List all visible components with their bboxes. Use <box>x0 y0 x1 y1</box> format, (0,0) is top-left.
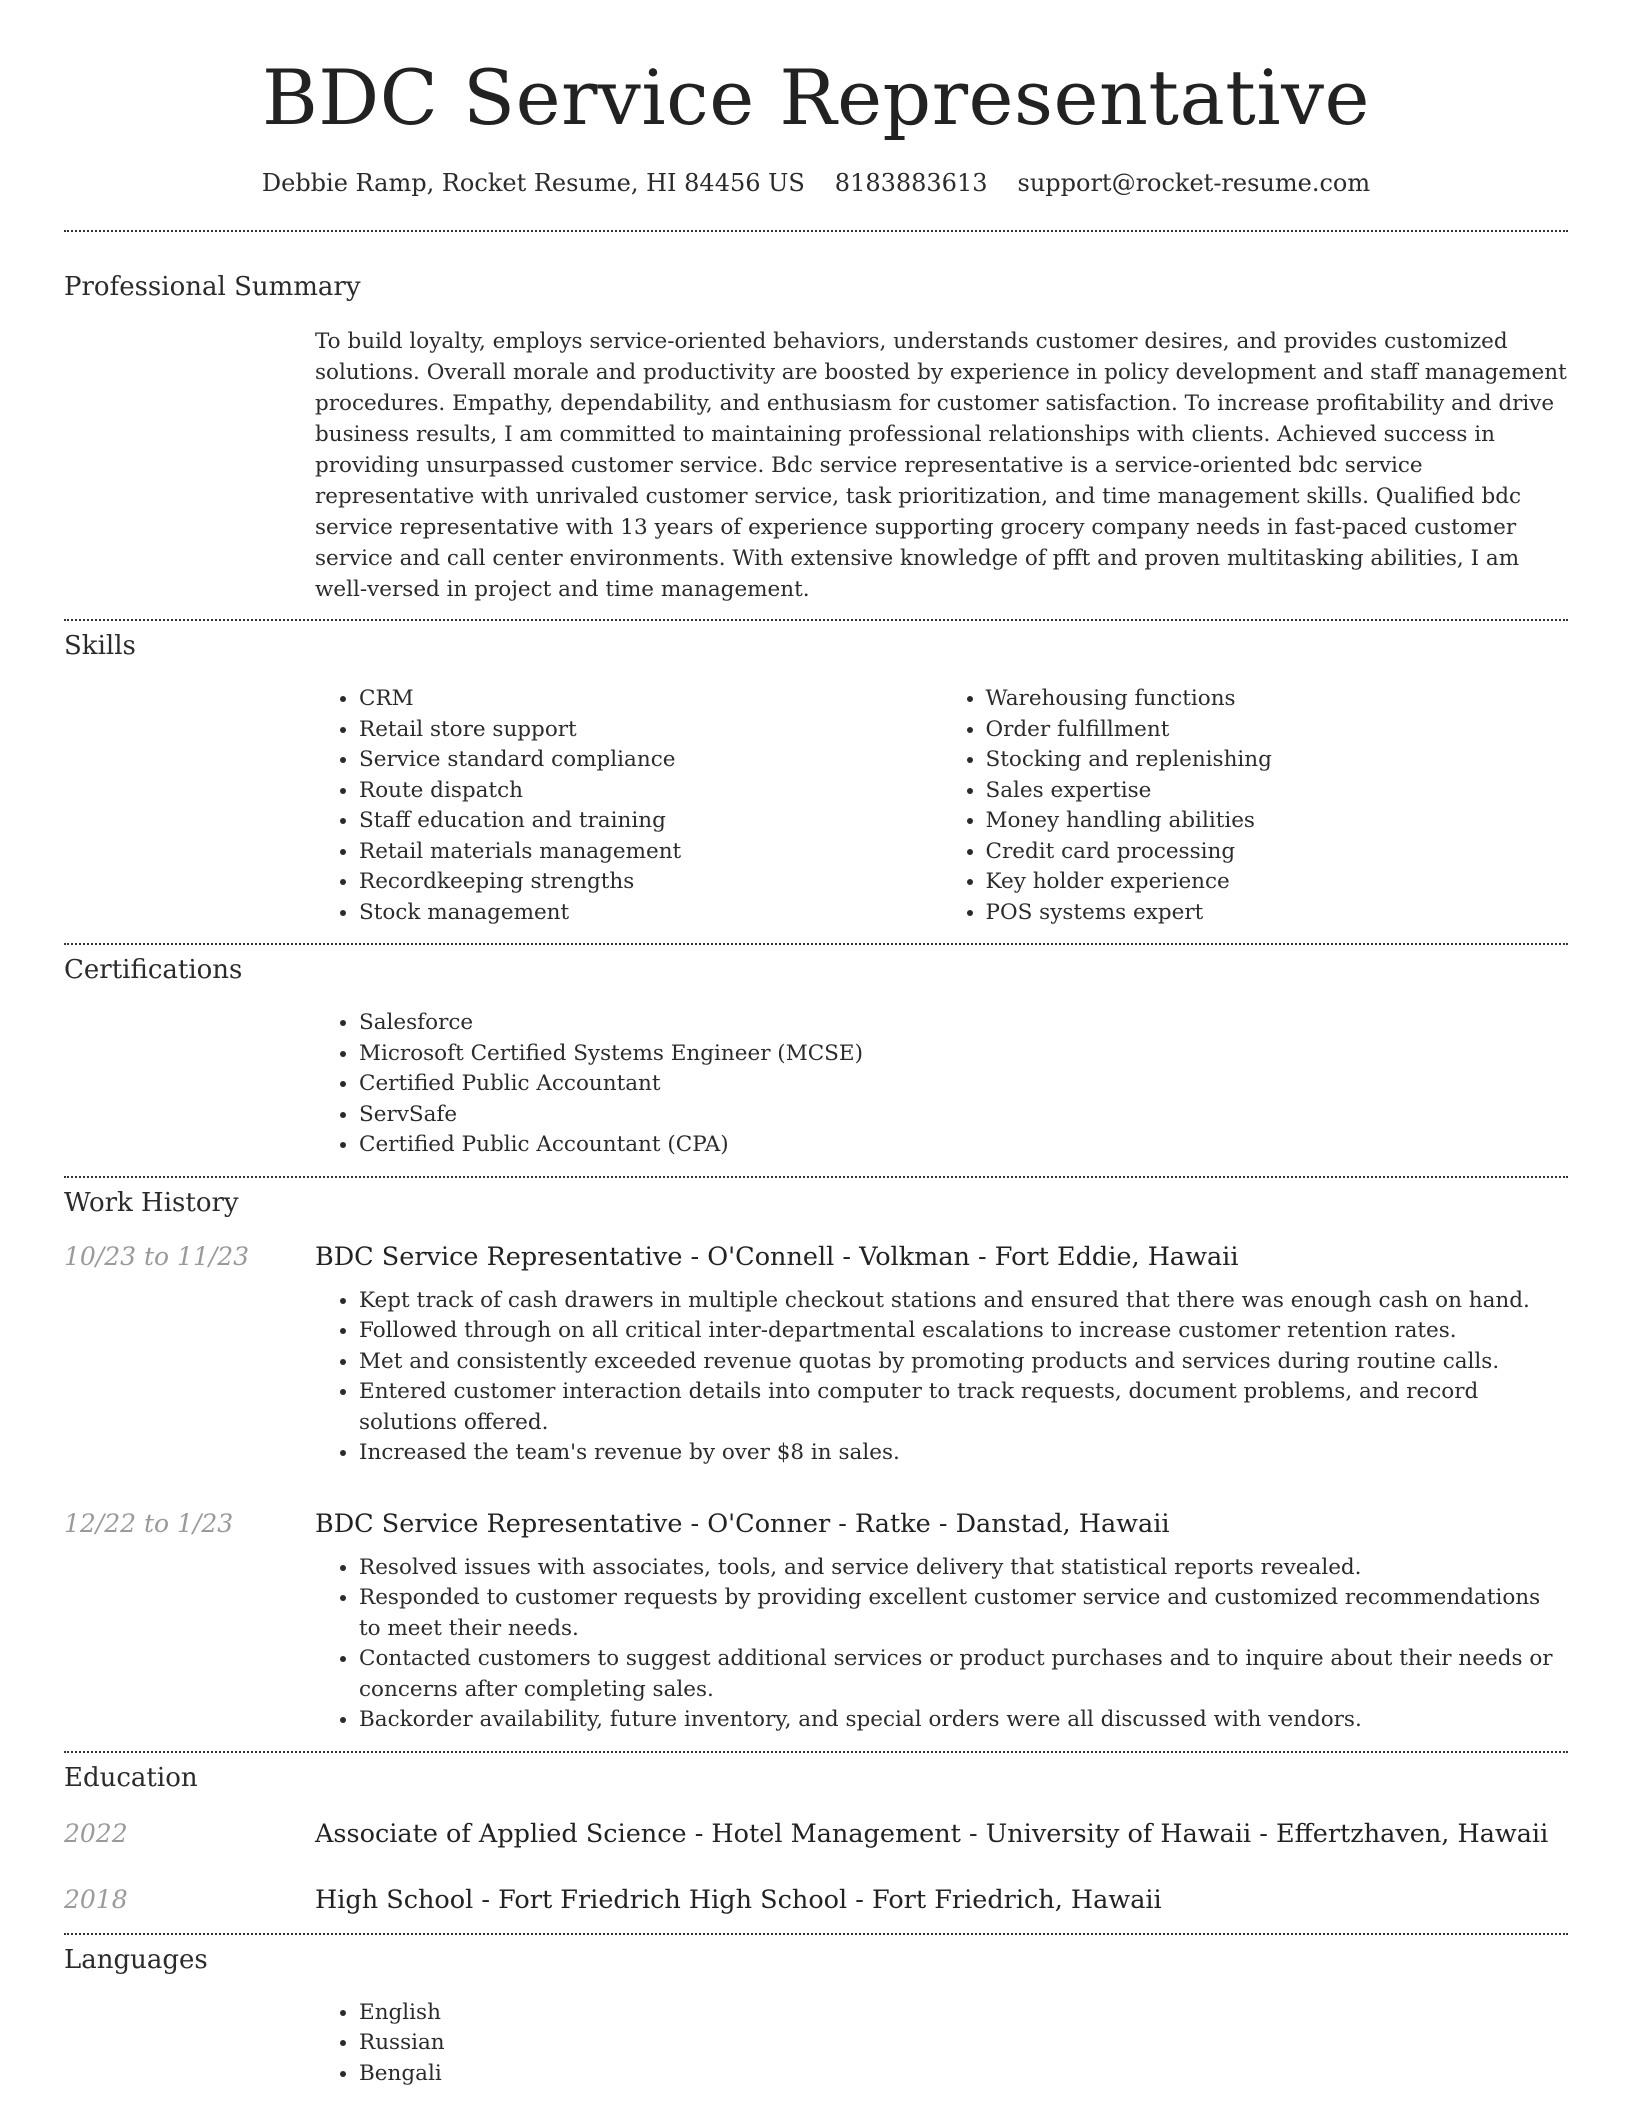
job-bullet: • Entered customer interaction details into computer to track requests, document problems, and record solutions offered. <box>359 1377 1568 1438</box>
job-bullet: • Increased the team's revenue by over $8 in sales. <box>359 1438 1568 1469</box>
skill-item: • Route dispatch <box>359 776 942 807</box>
job-bullet: • Backorder availability, future inventory, and special orders were all discussed with vendors. <box>359 1705 1568 1736</box>
skills-list-right <box>942 684 1569 928</box>
skill-item: • Order fulfillment <box>986 715 1569 746</box>
certification-item: • Certified Public Accountant (CPA) <box>359 1130 1568 1161</box>
job-entry <box>64 1509 1568 1736</box>
language-item: • English <box>359 1998 1568 2029</box>
job-bullets <box>315 1286 1568 1469</box>
skill-item: • Stocking and replenishing <box>986 745 1569 776</box>
section-divider <box>64 1751 1568 1753</box>
skill-item: • POS systems expert <box>986 898 1569 929</box>
job-title: BDC Service Representative - O'Connell - Volkman - Fort Eddie, Hawaii <box>315 1241 1239 1272</box>
language-item: • Bengali <box>359 2059 1568 2090</box>
education-title: Associate of Applied Science - Hotel Management - University of Hawaii - Effertzhaven, Hawaii <box>315 1818 1549 1849</box>
resume-name-title: BDC Service Representative <box>261 53 1371 142</box>
summary-heading: Professional Summary <box>64 272 361 302</box>
skill-item: • Staff education and training <box>359 806 942 837</box>
languages-list <box>315 1998 1568 2090</box>
certifications-body <box>315 1008 1568 1161</box>
skill-item: • Recordkeeping strengths <box>359 867 942 898</box>
skills-heading: Skills <box>64 631 136 661</box>
education-title: High School - Fort Friedrich High School - Fort Friedrich, Hawaii <box>315 1884 1162 1915</box>
job-header <box>64 1242 1568 1272</box>
language-item: • Russian <box>359 2028 1568 2059</box>
certification-item: • Certified Public Accountant <box>359 1069 1568 1100</box>
job-bullets <box>315 1553 1568 1736</box>
job-date: 10/23 to 11/23 <box>64 1241 250 1271</box>
job-date: 12/22 to 1/23 <box>64 1508 234 1538</box>
skill-item: • Service standard compliance <box>359 745 942 776</box>
skill-item: • Money handling abilities <box>986 806 1569 837</box>
summary-body <box>315 326 1568 605</box>
section-divider <box>64 943 1568 945</box>
education-date: 2018 <box>64 1884 128 1914</box>
job-bullet: • Contacted customers to suggest additional services or product purchases and to inquire about their needs or concerns after completing sales. <box>359 1644 1568 1705</box>
education-date: 2022 <box>64 1818 128 1848</box>
skills-body <box>315 684 1568 928</box>
skill-item: • Key holder experience <box>986 867 1569 898</box>
languages-body <box>315 1998 1568 2090</box>
education-entry <box>64 1819 1568 1849</box>
section-divider <box>64 1176 1568 1178</box>
work-history-heading: Work History <box>64 1187 239 1218</box>
skill-item: • Credit card processing <box>986 837 1569 868</box>
languages-heading: Languages <box>64 1944 208 1975</box>
contact-email[interactable]: support@rocket-resume.com <box>1017 169 1371 197</box>
contact-phone: 8183883613 <box>834 169 988 197</box>
education-heading: Education <box>64 1762 198 1793</box>
job-bullet: • Followed through on all critical inter-departmental escalations to increase customer retention rates. <box>359 1316 1568 1347</box>
skill-item: • Stock management <box>359 898 942 929</box>
contact-line <box>64 169 1568 197</box>
job-header <box>64 1509 1568 1539</box>
skill-item: • Retail store support <box>359 715 942 746</box>
skills-list-left <box>315 684 942 928</box>
certifications-heading: Certifications <box>64 955 243 985</box>
job-entry <box>64 1242 1568 1469</box>
certification-item: • Salesforce <box>359 1008 1568 1039</box>
skill-item: • Warehousing functions <box>986 684 1569 715</box>
certification-item: • Microsoft Certified Systems Engineer (MCSE) <box>359 1039 1568 1070</box>
section-divider <box>64 619 1568 621</box>
education-entry <box>64 1885 1568 1915</box>
certification-item: • ServSafe <box>359 1100 1568 1131</box>
job-bullet: • Met and consistently exceeded revenue quotas by promoting products and services during routine calls. <box>359 1347 1568 1378</box>
job-bullet: • Resolved issues with associates, tools, and service delivery that statistical reports revealed. <box>359 1553 1568 1584</box>
skill-item: • CRM <box>359 684 942 715</box>
job-title: BDC Service Representative - O'Conner - Ratke - Danstad, Hawaii <box>315 1508 1170 1539</box>
job-bullet: • Kept track of cash drawers in multiple checkout stations and ensured that there was enough cash on hand. <box>359 1286 1568 1317</box>
skill-item: • Retail materials management <box>359 837 942 868</box>
section-divider <box>64 1933 1568 1935</box>
certifications-list <box>315 1008 1568 1161</box>
job-bullet: • Responded to customer requests by providing excellent customer service and customized recommendations to meet their needs. <box>359 1583 1568 1644</box>
contact-address: Debbie Ramp, Rocket Resume, HI 84456 US <box>261 169 805 197</box>
section-divider <box>64 230 1568 232</box>
skill-item: • Sales expertise <box>986 776 1569 807</box>
summary-text: To build loyalty, employs service-oriented behaviors, understands customer desires, and provides customized solutions. Overall morale and productivity are boosted by experience in policy development and staff management procedures. Empathy, dependability, and enthusiasm for customer satisfaction. To increase profitability and drive business results, I am committed to maintaining professional relationships with clients. Achieved success in providing unsurpassed customer service. Bdc service representative is a service-oriented bdc service representative with unrivaled customer service, task prioritization, and time management skills. Qualified bdc service representative with 13 years of experience supporting grocery company needs in fast-paced customer service and call center environments. With extensive knowledge of pfft and proven multitasking abilities, I am well-versed in project and time management. <box>315 329 1567 602</box>
